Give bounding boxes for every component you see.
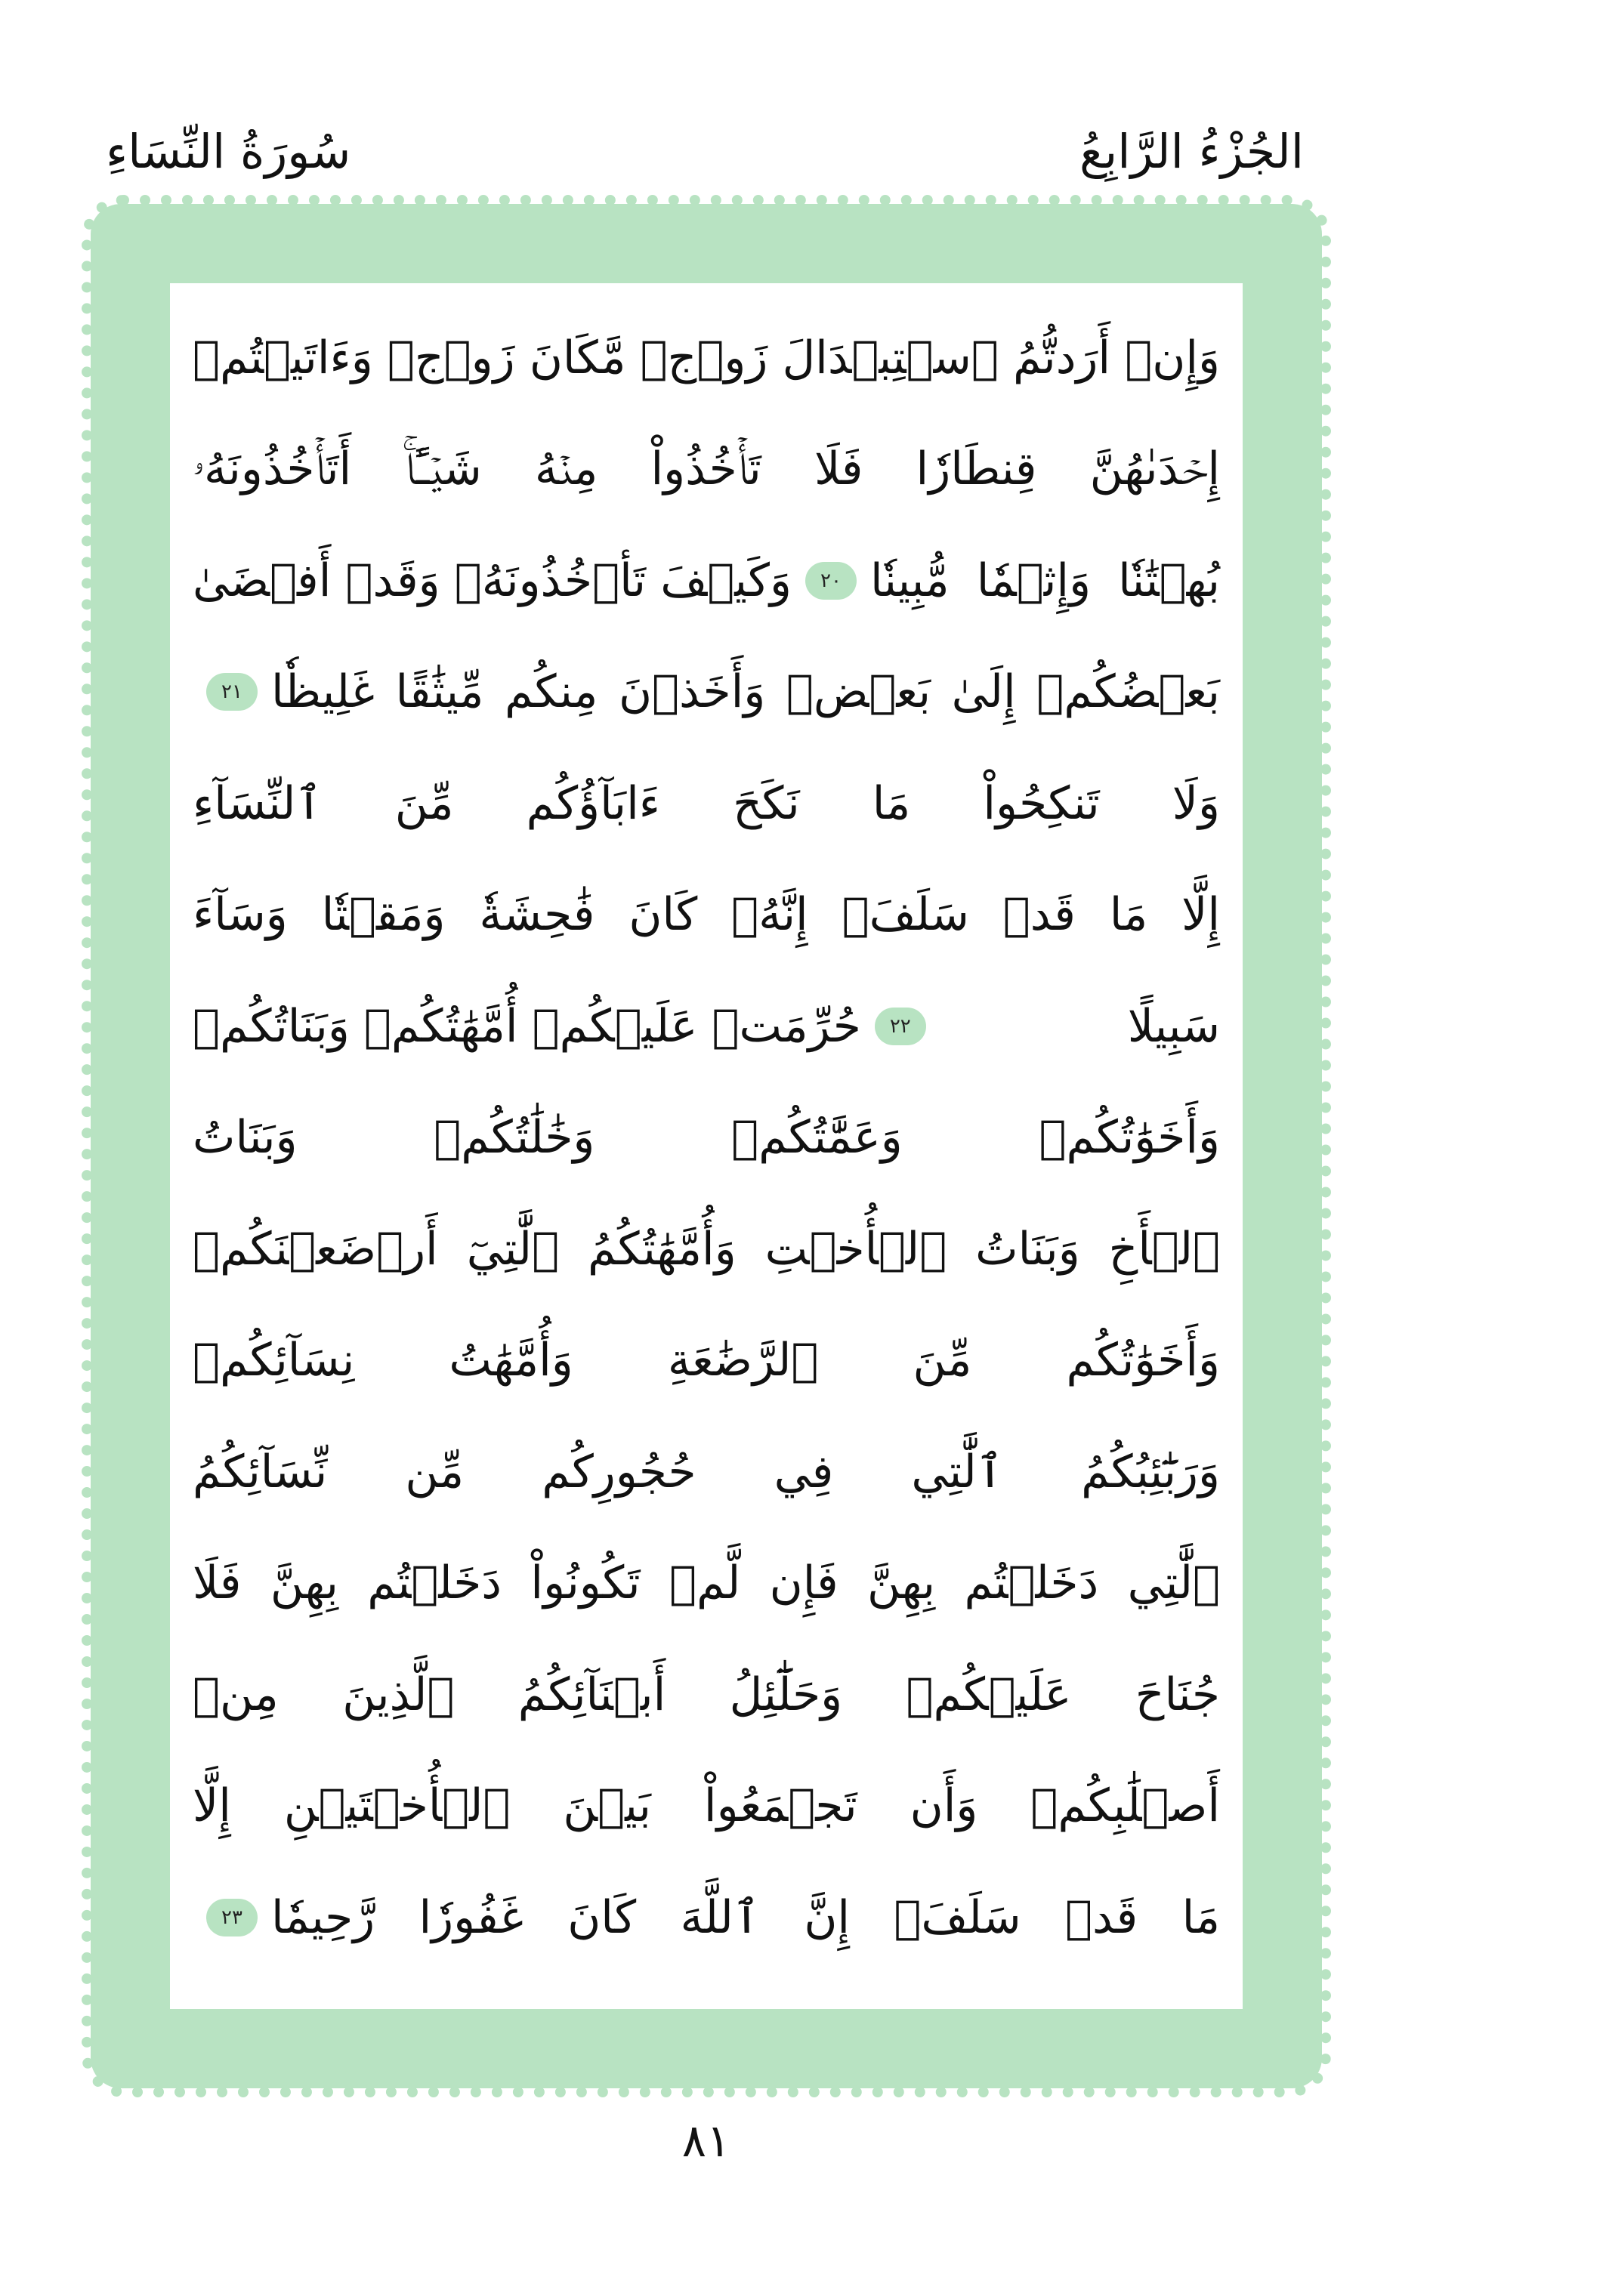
verse-line-text: وَإِنۡ أَرَدتُّمُ ٱسۡتِبۡدَالَ زَوۡجٖ مَّكَانَ زَوۡجٖ وَءَاتَيۡتُمۡ: [193, 331, 1220, 384]
verse-line: [193, 1305, 1220, 1417]
page-number: ٨١: [681, 2115, 731, 2168]
juz-name: الجُزْءُ الرَّابِعُ: [1079, 124, 1304, 179]
verse-line: [193, 971, 1220, 1082]
ayah-number-marker: ٢١: [206, 673, 258, 711]
verse-line: [193, 1751, 1220, 1862]
verse-line: [193, 748, 1220, 859]
verse-line-text: ٱلَّٰتِي دَخَلۡتُم بِهِنَّ فَإِن لَّمۡ تَكُونُواْ دَخَلۡتُم بِهِنَّ فَلَا: [193, 1557, 1220, 1610]
verse-line-text: سَبِيلًا: [1127, 999, 1220, 1053]
verse-line: [193, 525, 1220, 637]
verse-line-text: إِلَّا مَا قَدۡ سَلَفَۚ إِنَّهُۥ كَانَ فَٰحِشَةٗ وَمَقۡتٗا وَسَآءَ: [193, 888, 1220, 942]
verse-line: [193, 1862, 1220, 1974]
verse-line: [193, 1639, 1220, 1751]
verse-line-text: وَأَخَوَٰتُكُمۡ وَعَمَّٰتُكُمۡ وَخَٰلَٰتُكُمۡ وَبَنَاتُ: [193, 1111, 1220, 1165]
verse-line: [193, 302, 1220, 414]
verse-line: [193, 414, 1220, 526]
verse-line: [193, 1082, 1220, 1194]
verse-line-text: ٱلۡأَخِ وَبَنَاتُ ٱلۡأُخۡتِ وَأُمَّهَٰتُكُمُ ٱلَّٰتِيٓ أَرۡضَعۡنَكُمۡ: [193, 1222, 1220, 1276]
verse-line-text: بُهۡتَٰنٗا وَإِثۡمٗا مُّبِينٗا: [869, 554, 1220, 607]
verse-line: [193, 1416, 1220, 1528]
verse-line-text: أَصۡلَٰبِكُمۡ وَأَن تَجۡمَعُواْ بَيۡنَ ٱلۡأُخۡتَيۡنِ إِلَّا: [193, 1779, 1220, 1833]
verse-line: [193, 1528, 1220, 1640]
verse-line-text: إِحۡدَىٰهُنَّ قِنطَارٗا فَلَا تَأۡخُذُواْ مِنۡهُ شَيۡـًٔاۚ أَتَأۡخُذُونَهُۥ: [193, 443, 1220, 496]
verse-line-text: وَكَيۡفَ تَأۡخُذُونَهُۥ وَقَدۡ أَفۡضَىٰ: [193, 554, 792, 607]
verse-line-text: وَرَبَٰٓئِبُكُمُ ٱلَّٰتِي فِي حُجُورِكُم مِّن نِّسَآئِكُمُ: [193, 1445, 1220, 1498]
verse-line: [193, 637, 1220, 748]
surah-name: سُورَةُ النِّسَاءِ: [106, 124, 351, 179]
ayah-number-marker: ٢٠: [805, 562, 857, 600]
verse-line-text: وَلَا تَنكِحُواْ مَا نَكَحَ ءَابَآؤُكُم مِّنَ ٱلنِّسَآءِ: [193, 776, 1220, 830]
ayah-number-marker: ٢٢: [875, 1008, 926, 1045]
verse-line: [193, 859, 1220, 971]
verse-line-text: مَا قَدۡ سَلَفَۗ إِنَّ ٱللَّهَ كَانَ غَفُورٗا رَّحِيمٗا: [271, 1890, 1220, 1944]
verse-line-text: بَعۡضُكُمۡ إِلَىٰ بَعۡضٖ وَأَخَذۡنَ مِنكُم مِّيثَٰقًا غَلِيظٗا: [271, 665, 1220, 719]
ayah-number-marker: ٢٣: [206, 1899, 258, 1936]
verse-line-text: حُرِّمَتۡ عَلَيۡكُمۡ أُمَّهَٰتُكُمۡ وَبَنَاتُكُمۡ: [193, 999, 861, 1053]
verse-lines: [193, 302, 1220, 1974]
verse-line: [193, 1193, 1220, 1305]
verse-line-text: وَأَخَوَٰتُكُم مِّنَ ٱلرَّضَٰعَةِ وَأُمَّهَٰتُ نِسَآئِكُمۡ: [193, 1334, 1220, 1387]
verse-line-text: جُنَاحَ عَلَيۡكُمۡ وَحَلَٰٓئِلُ أَبۡنَآئِكُمُ ٱلَّذِينَ مِنۡ: [193, 1668, 1220, 1721]
